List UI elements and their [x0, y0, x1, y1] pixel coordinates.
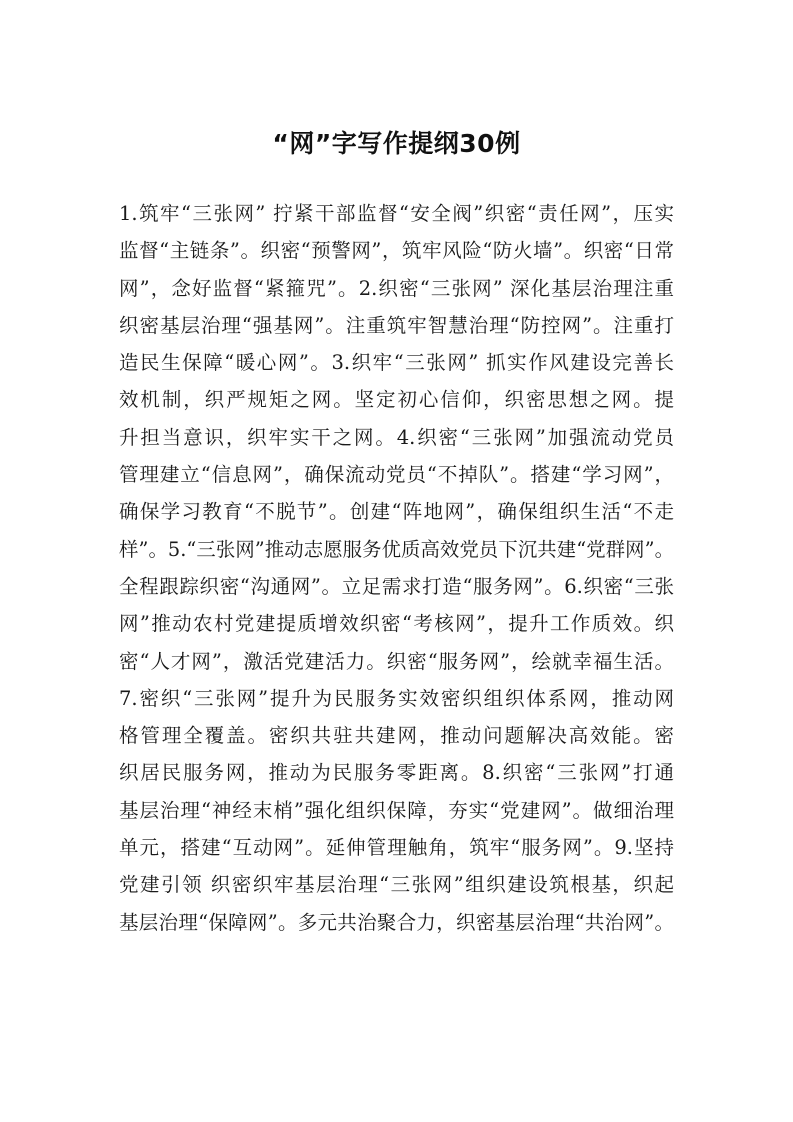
body-line: 织居民服务网，推动为民服务零距离。8.织密“三张网”打通 [119, 761, 674, 785]
body-line: 监督“主链条”。织密“预警网”，筑牢风险“防火墙”。织密“日常 [119, 239, 674, 263]
body-line: 网”推动农村党建提质增效织密“考核网”，提升工作质效。织 [119, 612, 674, 636]
body-line: 党建引领 织密织牢基层治理“三张网”组织建设筑根基，织起 [119, 873, 674, 897]
body-line: 单元，搭建“互动网”。延伸管理触角，筑牢“服务网”。9.坚持 [119, 836, 674, 860]
body-line: 格管理全覆盖。密织共驻共建网，推动问题解决高效能。密 [119, 724, 674, 748]
body-line: 密“人才网”，激活党建活力。织密“服务网”，绘就幸福生活。 [119, 649, 674, 673]
body-line: 造民生保障“暖心网”。3.织牢“三张网” 抓实作风建设完善长 [119, 351, 674, 375]
body-line: 基层治理“神经末梢”强化组织保障，夯实“党建网”。做细治理 [119, 798, 674, 822]
body-line: 全程跟踪织密“沟通网”。立足需求打造“服务网”。6.织密“三张 [119, 574, 674, 598]
document-body [119, 195, 674, 941]
body-line: 确保学习教育“不脱节”。创建“阵地网”，确保组织生活“不走 [119, 500, 674, 524]
document-title: “网”字写作提纲30例 [272, 129, 521, 158]
body-line: 升担当意识，织牢实干之网。4.织密“三张网”加强流动党员 [119, 425, 674, 449]
body-line: 网”，念好监督“紧箍咒”。2.织密“三张网” 深化基层治理注重 [119, 276, 674, 300]
body-line: 基层治理“保障网”。多元共治聚合力，织密基层治理“共治网”。 [119, 910, 674, 934]
body-line: 7.密织“三张网”提升为民服务实效密织组织体系网，推动网 [119, 686, 674, 710]
body-line: 1.筑牢“三张网” 拧紧干部监督“安全阀”织密“责任网”，压实 [119, 202, 674, 225]
body-line: 样”。5.“三张网”推动志愿服务优质高效党员下沉共建“党群网”。 [119, 537, 674, 561]
body-line: 管理建立“信息网”，确保流动党员“不掉队”。搭建“学习网”， [119, 463, 674, 487]
body-line: 效机制，织严规矩之网。坚定初心信仰，织密思想之网。提 [119, 388, 674, 412]
body-line: 织密基层治理“强基网”。注重筑牢智慧治理“防控网”。注重打 [119, 313, 674, 337]
